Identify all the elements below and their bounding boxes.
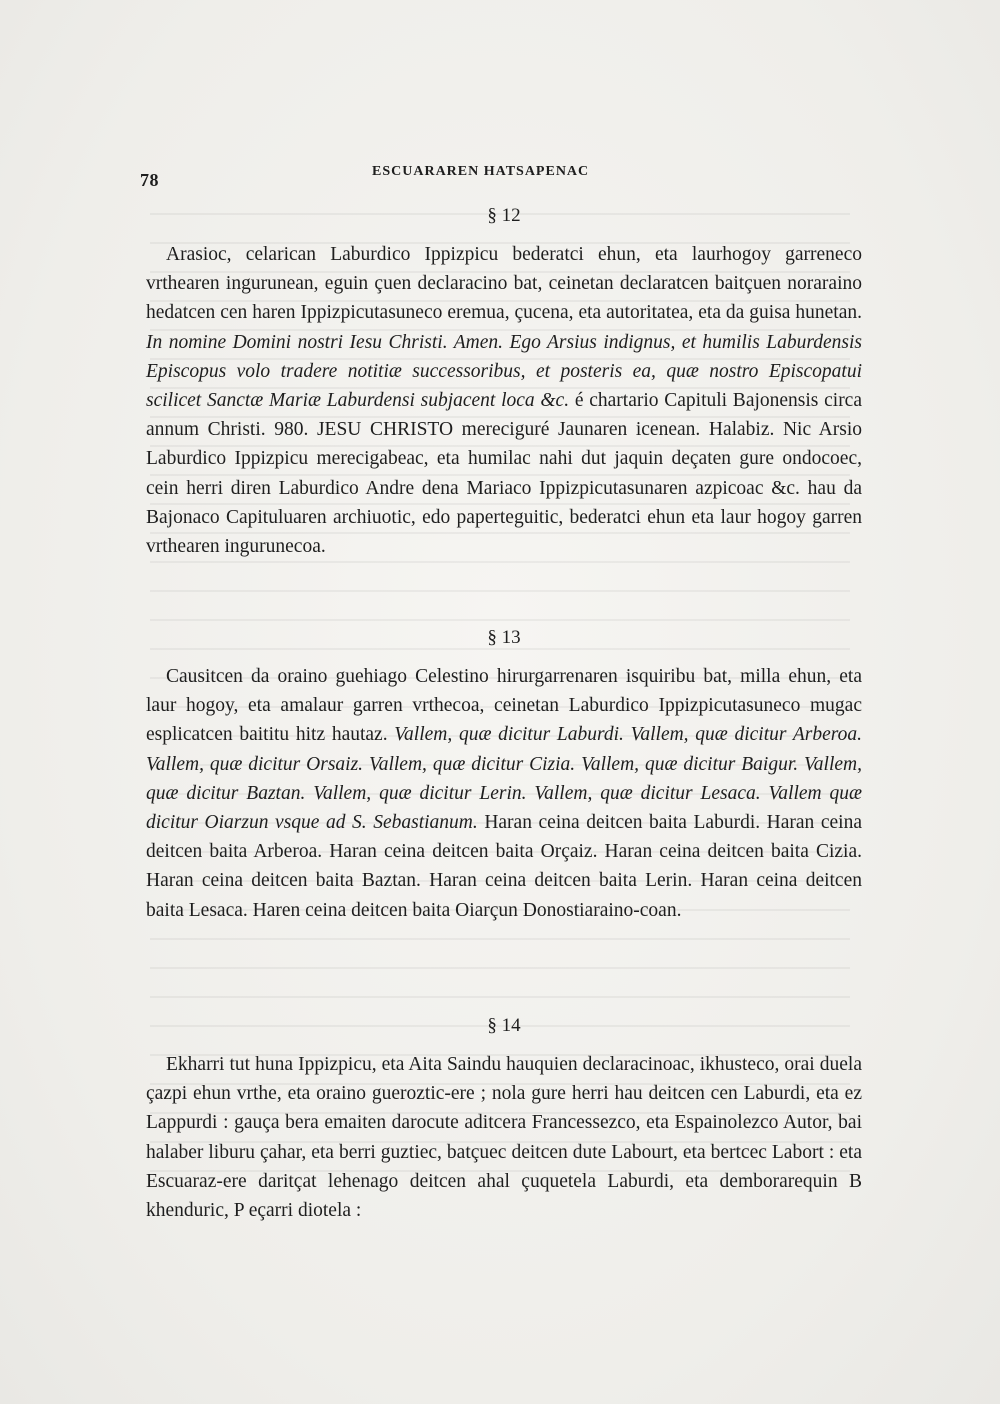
section-12-latin-quote: In nomine Domini nostri Iesu Christi. Amen. Ego Arsius indignus, et humilis Laburdensis Episcopus volo tradere notitiæ successoribus, et posteris ea, quæ nostro Episcopatui scilicet Sanctæ Mariæ Laburdensi subjacent loca &c. — [146, 331, 862, 412]
section-12-text-2: é chartario Capituli Bajonensis circa annum Christi. 980. JESU CHRISTO mereciguré Jaunaren icenean. Halabiz. Nic Arsio Laburdico Ippizpicu merecigabeac, eta humilac nahi dut jaquin deçaten gure ondocoec, cein herri diren Laburdico Andre dena Mariaco Ippizpicutasunaren azpicoac &c. hau da Bajonaco Capituluaren archiuotic, edo paperteguitic, bederatci ehun eta laur hogoy garren vrthearen ingurunecoa. — [146, 390, 862, 558]
section-13-latin-quote: Vallem, quæ dicitur Laburdi. Vallem, quæ dicitur Arberoa. Vallem, quæ dicitur Orsaiz. Vallem, quæ dicitur Cizia. Vallem, quæ dicitur Baigur. Vallem, quæ dicitur Baztan. Vallem, quæ dicitur Lerin. Vallem, quæ dicitur Lesaca. Vallem quæ dicitur Oiarzun vsque ad S. Sebastianum. — [146, 724, 862, 834]
page-number: 78 — [140, 170, 159, 190]
section-12-body — [146, 240, 862, 561]
section-13-paragraph — [146, 662, 862, 925]
section-12-mark: § 12 — [487, 205, 521, 226]
section-13-body — [146, 662, 862, 925]
section-14-paragraph — [146, 1050, 862, 1225]
running-title: ESCUARAREN HATSAPENAC — [372, 164, 590, 179]
page-header — [140, 160, 860, 190]
section-12-paragraph — [146, 240, 862, 561]
section-14-text-1: Ekharri tut huna Ippizpicu, eta Aita Saindu hauquien declaracinoac, ikhusteco, orai duela çazpi ehun vrthe, eta oraino gueroztic-ere ; nola gure herri hau deitcen cen Laburdi, eta ez Lappurdi : gauça bera emaiten darocute aditcera Francessezco, eta Espainolezco Autor, bai halaber liburu çahar, eta berri guztiec, batçuec deitcen dute Labourt, eta bertcec Labort : eta Escuaraz-ere daritçat lehenago deitcen ahal çuquetela Laburdi, eta demborarequin B khenduric, P eçarri diotela : — [146, 1054, 862, 1222]
section-13-text-1: Causitcen da oraino guehiago Celestino hirurgarrenaren isquiribu bat, milla ehun, eta laur hogoy, eta amalaur garren vrthecoa, ceinetan Laburdico Ippizpicutasuneco mugac esplicatcen baititu hitz hautaz. — [146, 666, 862, 746]
section-14-mark: § 14 — [487, 1015, 521, 1036]
section-14-body — [146, 1050, 862, 1225]
section-13-mark: § 13 — [487, 627, 521, 648]
section-13-text-2: Haran ceina deitcen baita Laburdi. Haran ceina deitcen baita Arberoa. Haran ceina deitcen baita Orçaiz. Haran ceina deitcen baita Cizia. Haran ceina deitcen baita Baztan. Haran ceina deitcen baita Lerin. Haran ceina deitcen baita Lesaca. Haren ceina deitcen baita Oiarçun Donostiaraino-coan. — [146, 812, 862, 921]
section-12-text-1: Arasioc, celarican Laburdico Ippizpicu bederatci ehun, eta laurhogoy garreneco vrthearen ingurunean, eguin çuen declaracino bat, ceinetan declaratcen baitçuen noraraino hedatcen cen haren Ippizpicutasuneco eremua, çucena, eta autoritatea, eta da guisa hunetan. — [146, 244, 862, 324]
